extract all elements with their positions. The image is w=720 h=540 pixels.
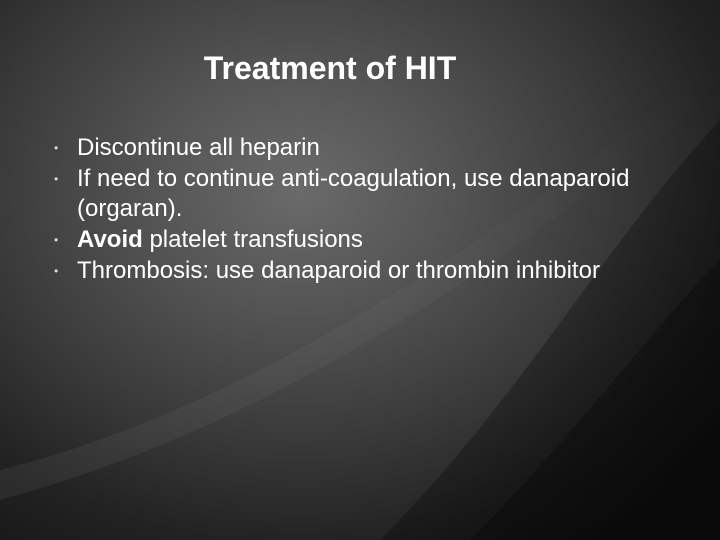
bullet-marker-icon: •: [54, 172, 59, 186]
bullet-list: [44, 133, 644, 287]
bullet-item: [44, 256, 644, 286]
bullet-item: [44, 133, 644, 163]
slide-title: Treatment of HIT: [203, 50, 457, 86]
bullet-item: [44, 164, 644, 224]
bullet-marker-icon: •: [54, 233, 59, 247]
bullet-marker-icon: •: [54, 264, 59, 278]
bullet-bold-text: Avoid: [77, 226, 143, 253]
bullet-text: platelet transfusions: [142, 226, 363, 253]
bullet-text: If need to continue anti-coagulation, use danaparoid (orgaran).: [77, 165, 630, 222]
bullet-text: Discontinue all heparin: [77, 134, 320, 161]
bullet-text: Thrombosis: use danaparoid or thrombin inhibitor: [77, 257, 600, 284]
bullet-marker-icon: •: [54, 141, 59, 155]
bullet-item: [44, 225, 644, 255]
